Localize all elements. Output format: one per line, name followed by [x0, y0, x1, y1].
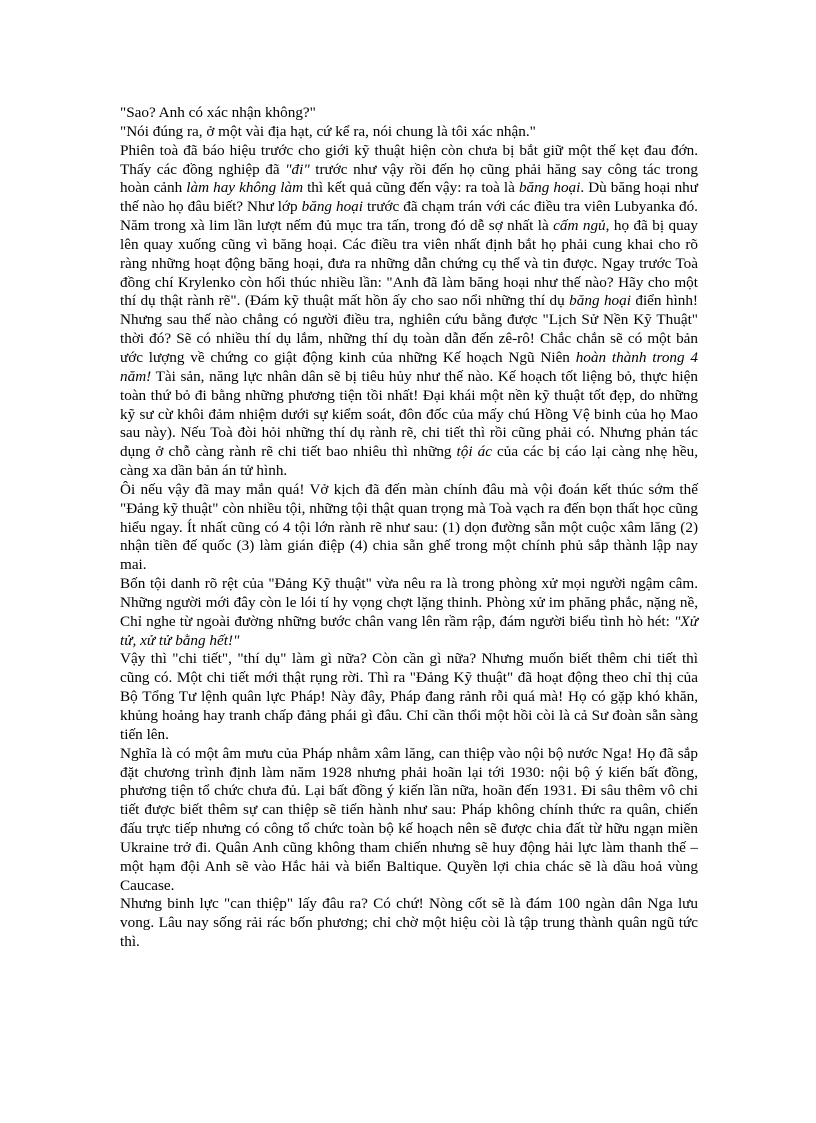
- paragraph: [120, 650, 698, 744]
- text-run: Ôi nếu vậy đã may mắn quá! Vở kịch đã đến màn chính đâu mà vội đoán kết thúc sớm thế "Đảng kỹ thuật" còn nhiều tội, những tội thật quan trọng mà Toà vạch ra đến bọn thất học cũng hiểu ngay. Ít nhất cũng có 4 tội lớn rành rẽ như sau: (1) dọn đường sẵn một cuộc xâm lăng (2) nhận tiền đế quốc (3) làm gián điệp (4) chia sẵn ghế trong một chính phủ sắp thành lập nay mai.: [120, 480, 698, 574]
- text-run: Nhưng binh lực "can thiệp" lấy đâu ra? Có chứ! Nòng cốt sẽ là đám 100 ngàn dân Nga lưu vong. Lâu nay sống rải rác bốn phương; chỉ chờ một hiệu còi là tập trung thành quân ngũ tức thì.: [120, 895, 698, 951]
- text-run: thì kết quả cũng đến vậy: ra toà là: [303, 179, 519, 197]
- paragraph: [120, 745, 698, 896]
- text-run: "Nói đúng ra, ở một vài địa hạt, cứ kể ra, nói chung là tôi xác nhận.": [120, 122, 536, 140]
- text-run: trước đã chạm trán với các điều tra viên Lubyanka đó. Năm trong xà lim lần lượt nếm đủ mục tra tấn, trong đó dễ sợ nhất là: [120, 198, 698, 235]
- text-run: . Dù băng hoại như thế nào họ đâu biết? Như lớp: [120, 179, 698, 216]
- text-run: trước như vậy rồi đến họ cũng phải hăng say công tác trong hoàn cảnh: [120, 160, 698, 197]
- paragraph: [120, 481, 698, 575]
- text-run: , họ đã bị quay lên quay xuống cũng vì băng hoại. Các điều tra viên nhất định bắt họ phải cung khai cho rõ ràng những hoạt động băng hoại, đưa ra những dẫn chứng cụ thể và tin được. Ngay trước Toà đồng chí Krylenko còn hối thúc nhiều lần: "Anh đã làm băng hoại như thế nào? Hãy cho một thí dụ thật rành rẽ". (Đám kỹ thuật mất hồn ấy cho sao nổi những thí dụ: [120, 217, 698, 310]
- paragraph: [120, 104, 698, 123]
- text-run: Bốn tội danh rõ rệt của "Đảng Kỹ thuật" vừa nêu ra là trong phòng xử mọi người ngậm câm. Những người mới đây còn le lói tí hy vọng chợt lặng thinh. Phòng xử im phăng phắc, nặng nề, Chỉ nghe từ ngoài đường những bước chân vang lên rầm rập, đám người biểu tình hò hét:: [120, 575, 698, 630]
- text-run: Phiên toà đã báo hiệu trước cho giới kỹ thuật hiện còn chưa bị bắt giữ một thế kẹt đau đớn. Thấy các đồng nghiệp đã: [120, 141, 698, 178]
- paragraph: [120, 895, 698, 952]
- italic-text: tội ác: [456, 443, 492, 461]
- italic-text: làm hay không làm: [186, 179, 304, 197]
- italic-text: băng hoại: [301, 198, 363, 216]
- italic-text: "đi": [285, 160, 310, 178]
- text-run: "Sao? Anh có xác nhận không?": [120, 104, 316, 121]
- italic-text: cấm ngủ: [553, 217, 606, 235]
- italic-text: hoàn thành trong 4 năm!: [120, 348, 698, 385]
- italic-text: băng hoại: [569, 292, 631, 310]
- paragraph: [120, 575, 698, 650]
- italic-text: "Xử tử, xử tử bằng hết!": [120, 612, 698, 649]
- text-run: Nghĩa là có một âm mưu của Pháp nhằm xâm lăng, can thiệp vào nội bộ nước Nga! Họ đã sắp đặt chương trình định làm năm 1928 nhưng phải hoãn lại tới 1930: nội bộ ý kiến bất đồng, phương tiện tổ chức chưa đủ. Lại bất đồng ý kiến lần nữa, hoãn đến 1931. Đi sâu thêm vô chi tiết được biết thêm sự can thiệp sẽ tiến hành như sau: Pháp không chính thức ra quân, chiến đấu trực tiếp nhưng có công tổ chức toàn bộ kế hoạch nên sẽ được chia đất từ hữu ngạn miền Ukraine trở đi. Quân Anh cũng không tham chiến nhưng sẽ huy động hải lực làm thanh thế – một hạm đội Anh sẽ vào Hắc hải và biển Baltique. Quyền lợi chia chác sẽ là dầu hoả vùng Caucase.: [120, 744, 698, 894]
- text-run: Tài sản, năng lực nhân dân sẽ bị tiêu hủy như thế nào. Kế hoạch tốt liệng bỏ, thực hiện toàn thứ bỏ đi bằng những phương tiện tồi nhất! Đại khái một nền kỹ thuật tốt đẹp, do những kỹ sư cừ khôi đảm nhiệm dưới sự kiểm soát, đôn đốc của mấy chú Hồng Vệ binh của họ Mao sau này). Nếu Toà đòi hỏi những thí dụ rành rẽ, chi tiết thì rồi cũng phải có. Nhưng phản tác dụng ở chỗ càng rành rẽ chi tiết bao nhiêu thì những: [120, 367, 698, 461]
- italic-text: băng hoại: [518, 179, 581, 197]
- paragraph: [120, 142, 698, 481]
- text-run: điển hình! Nhưng sau thế nào chẳng có người điều tra, nghiên cứu bằng được "Lịch Sử Nền Kỹ Thuật" thời đó? Sẽ có nhiều thí dụ lắm, những thí dụ toàn dẫn đến zê-rô! Chắc chắn sẽ có một bản ước lượng về chứng co giật động kinh của những Kế hoạch Ngũ Niên: [120, 292, 698, 366]
- text-run: của các bị cáo lại càng nhẹ hều, càng xa dần bản án tử hình.: [120, 443, 698, 480]
- paragraph: [120, 123, 698, 142]
- text-run: Vậy thì "chi tiết", "thí dụ" làm gì nữa? Còn cần gì nữa? Nhưng muốn biết thêm chi tiết thì cũng có. Một chi tiết mới thật rụng rời. Thì ra "Đảng Kỹ thuật" đã hoạt động theo chỉ thị của Bộ Tổng Tư lệnh quân lực Pháp! Này đây, Pháp đang rảnh rỗi quá mà! Họ có gặp khó khăn, khủng hoảng hay tranh chấp đảng phái gì đâu. Chỉ cần thổi một hồi còi là cả Sư đoàn sẵn sàng tiến lên.: [120, 650, 698, 743]
- document-body: [120, 104, 698, 952]
